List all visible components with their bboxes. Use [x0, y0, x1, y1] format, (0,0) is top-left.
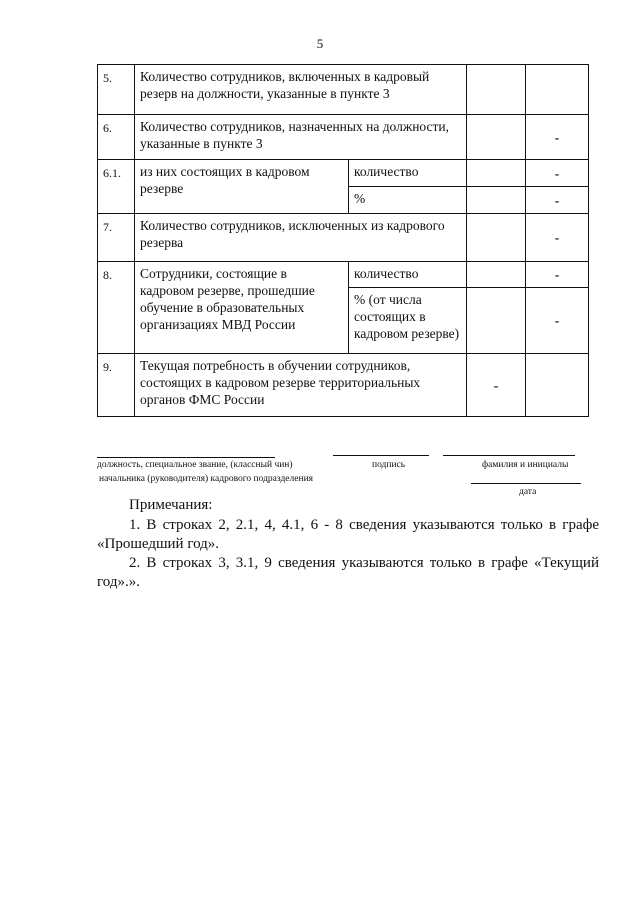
- table-row: [98, 214, 589, 262]
- row-number: 5.: [98, 65, 135, 115]
- value-cell: [467, 160, 526, 187]
- row-description: Текущая потребность в обучении сотрудников, состоящих в кадровом резерве территориальных органов ФМС России: [135, 354, 467, 417]
- signature-caption: подпись: [372, 460, 406, 470]
- date-line: [471, 483, 581, 484]
- value-cell: [467, 115, 526, 160]
- row-description: Количество сотрудников, назначенных на должности, указанные в пункте 3: [135, 115, 467, 160]
- department-caption: начальника (руководителя) кадрового подразделения: [99, 474, 314, 484]
- value-cell: [526, 354, 589, 417]
- value-cell: [526, 65, 589, 115]
- table-row: [98, 354, 589, 417]
- page-number: 5: [316, 36, 324, 51]
- row-description: Количество сотрудников, исключенных из кадрового резерва: [135, 214, 467, 262]
- value-cell: -: [526, 115, 589, 160]
- value-cell: -: [526, 187, 589, 214]
- note-item: 1. В строках 2, 2.1, 4, 4.1, 6 - 8 сведения указываются только в графе «Прошедший год».: [97, 517, 599, 552]
- table-row: [98, 65, 589, 115]
- sub-label: количество: [349, 262, 467, 288]
- value-cell: -: [526, 288, 589, 354]
- report-table: [97, 64, 589, 417]
- value-cell: [467, 262, 526, 288]
- value-cell: -: [467, 354, 526, 417]
- value-cell: [467, 65, 526, 115]
- sub-label: %: [349, 187, 467, 214]
- table-row: [98, 115, 589, 160]
- row-number: 7.: [98, 214, 135, 262]
- value-cell: -: [526, 262, 589, 288]
- row-number: 9.: [98, 354, 135, 417]
- position-line: [97, 457, 275, 458]
- sub-label: количество: [349, 160, 467, 187]
- row-number: 8.: [98, 262, 135, 354]
- notes-title: Примечания:: [129, 497, 213, 513]
- row-description: Количество сотрудников, включенных в кадровый резерв на должности, указанные в пункте 3: [135, 65, 467, 115]
- signature-block: [97, 452, 588, 502]
- position-caption: должность, специальное звание, (классный чин): [97, 460, 293, 470]
- value-cell: [467, 214, 526, 262]
- value-cell: [467, 187, 526, 214]
- value-cell: -: [526, 160, 589, 187]
- row-number: 6.: [98, 115, 135, 160]
- note-item: 2. В строках 3, 3.1, 9 сведения указываются только в графе «Текущий год».».: [97, 555, 599, 590]
- table-row: [98, 160, 589, 187]
- notes-section: [97, 496, 599, 592]
- row-description: Сотрудники, состоящие в кадровом резерве, прошедшие обучение в образовательных организациях МВД России: [135, 262, 349, 354]
- name-caption: фамилия и инициалы: [482, 460, 569, 470]
- name-line: [443, 455, 575, 456]
- value-cell: -: [526, 214, 589, 262]
- value-cell: [467, 288, 526, 354]
- date-caption: дата: [519, 487, 537, 497]
- row-number: 6.1.: [98, 160, 135, 214]
- table-row: [98, 262, 589, 288]
- row-description: из них состоящих в кадровом резерве: [135, 160, 349, 214]
- sub-label: % (от числа состоящих в кадровом резерве): [349, 288, 467, 354]
- signature-line: [333, 455, 429, 456]
